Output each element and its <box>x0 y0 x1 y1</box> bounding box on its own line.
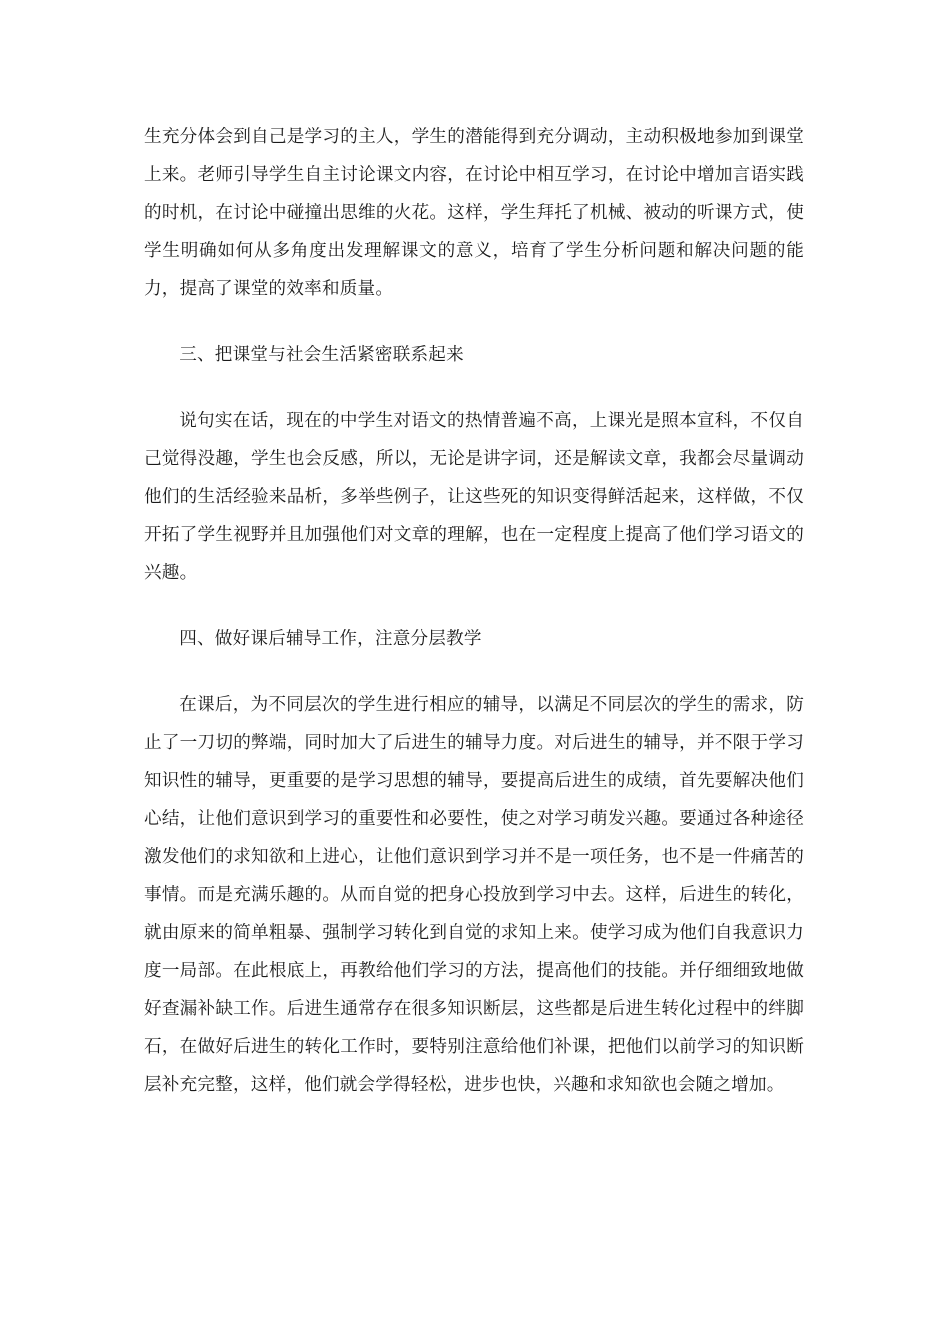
section-heading-4: 四、做好课后辅导工作，注意分层教学 <box>179 629 482 649</box>
document-body <box>144 118 804 1104</box>
paragraph-continuation: 生充分体会到自己是学习的主人，学生的潜能得到充分调动，主动积极地参加到课堂上来。老师引导学生自主讨论课文内容，在讨论中相互学习，在讨论中增加言语实践的时机，在讨论中碰撞出思维的火花。这样，学生拜托了机械、被动的听课方式，使学生明确如何从多角度出发理解课文的意义，培育了学生分析问题和解决问题的能力，提高了课堂的效率和质量。 <box>144 127 804 299</box>
paragraph-spacer <box>144 658 804 686</box>
paragraph-social-life: 说句实在话，现在的中学生对语文的热情普遍不高，上课光是照本宣科，不仅自己觉得没趣，学生也会反感，所以，无论是讲字词，还是解读文章，我都会尽量调动他们的生活经验来品析，多举些例子，让这些死的知识变得鲜活起来，这样做，不仅开拓了学生视野并且加强他们对文章的理解，也在一定程度上提高了他们学习语文的兴趣。 <box>144 411 804 583</box>
paragraph-spacer <box>144 592 804 620</box>
paragraph-spacer <box>144 308 804 336</box>
section-heading-3: 三、把课堂与社会生活紧密联系起来 <box>179 345 464 365</box>
paragraph-after-class-tutoring: 在课后，为不同层次的学生进行相应的辅导，以满足不同层次的学生的需求，防止了一刀切的弊端，同时加大了后进生的辅导力度。对后进生的辅导，并不限于学习知识性的辅导，更重要的是学习思想的辅导，要提高后进生的成绩，首先要解决他们心结，让他们意识到学习的重要性和必要性，使之对学习萌发兴趣。要通过各种途径激发他们的求知欲和上进心，让他们意识到学习并不是一项任务，也不是一件痛苦的事情。而是充满乐趣的。从而自觉的把身心投放到学习中去。这样，后进生的转化，就由原来的简单粗暴、强制学习转化到自觉的求知上来。使学习成为他们自我意识力度一局部。在此根底上，再教给他们学习的方法，提高他们的技能。并仔细细致地做好查漏补缺工作。后进生通常存在很多知识断层，这些都是后进生转化过程中的绊脚石，在做好后进生的转化工作时，要特别注意给他们补课，把他们以前学习的知识断层补充完整，这样，他们就会学得轻松，进步也快，兴趣和求知欲也会随之增加。 <box>144 695 804 1095</box>
paragraph-spacer <box>144 374 804 402</box>
